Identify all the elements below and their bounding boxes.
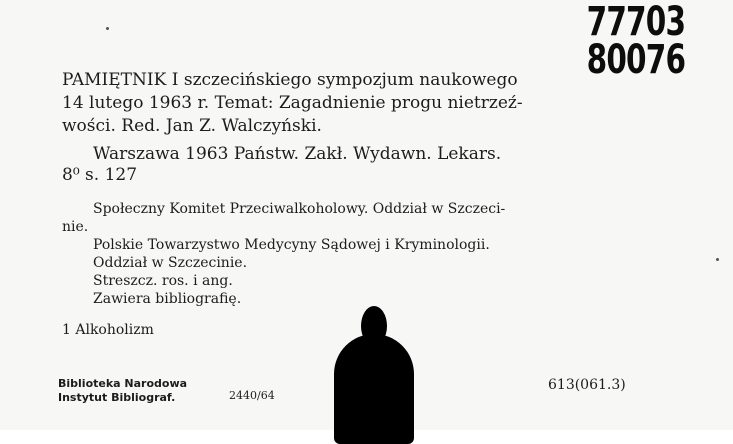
subject-heading: 1 Alkoholizm	[62, 322, 154, 338]
punch-hole	[334, 334, 414, 444]
title-line-3: wości. Red. Jan Z. Walczyński.	[62, 116, 322, 136]
institution-line-1: Biblioteka Narodowa	[58, 377, 188, 390]
note-line-5: Streszcz. ros. i ang.	[93, 273, 233, 289]
collation-line: 8⁰ s. 127	[62, 165, 138, 185]
classification-number: 613(061.3)	[548, 377, 626, 393]
print-code: 2440/64	[229, 389, 275, 402]
catalog-number-bottom: 80076	[586, 37, 685, 83]
note-line-1: Społeczny Komitet Przeciwalkoholowy. Oddział w Szczeci-	[93, 201, 506, 217]
title-line-2: 14 lutego 1963 r. Temat: Zagadnienie progu nietrzeź-	[62, 93, 523, 113]
catalog-number-top: 77703	[586, 0, 685, 45]
speck	[106, 27, 109, 30]
note-line-4: Oddział w Szczecinie.	[93, 255, 248, 271]
note-line-2: nie.	[62, 219, 89, 235]
note-line-6: Zawiera bibliografię.	[93, 291, 242, 307]
title-line-1: PAMIĘTNIK I szczecińskiego sympozjum naukowego	[62, 70, 518, 90]
institution-line-2: Instytut Bibliograf.	[58, 391, 176, 404]
note-line-3: Polskie Towarzystwo Medycyny Sądowej i Kryminologii.	[93, 237, 490, 253]
speck	[716, 258, 719, 261]
imprint-line: Warszawa 1963 Państw. Zakł. Wydawn. Lekars.	[93, 144, 502, 164]
